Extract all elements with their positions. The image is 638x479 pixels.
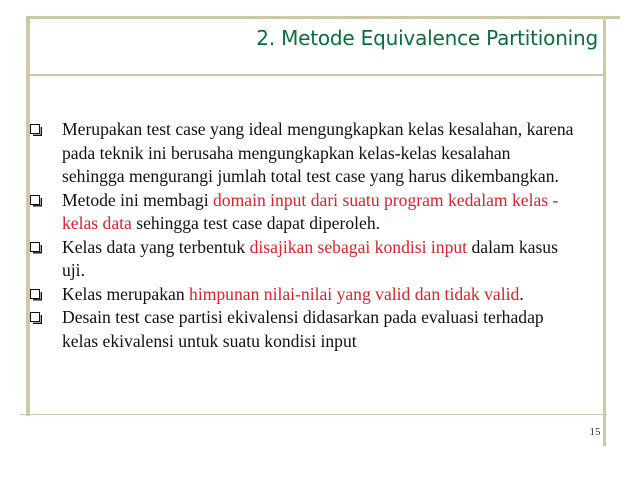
bullet-text: Desain test case partisi ekivalensi didasarkan pada evaluasi terhadap kelas ekivalensi untuk suatu kondisi input — [62, 307, 544, 351]
bullet-text-post: . — [519, 283, 524, 304]
bullet-item-5 — [30, 306, 575, 353]
title-underline-rule — [26, 74, 606, 76]
square-bullet-icon — [30, 195, 40, 205]
bullet-text-pre: Metode ini membagi — [62, 189, 213, 210]
bullet-text-highlight: domain input dari suatu program kedalam kelas - kelas data — [62, 189, 559, 233]
slide-title: 2. Metode Equivalence Partitioning — [256, 26, 598, 50]
bullet-item-3 — [30, 236, 575, 283]
square-bullet-icon — [30, 124, 40, 134]
bullet-text-post: dalam kasus uji. — [62, 236, 558, 280]
bullet-item-2 — [30, 189, 575, 236]
square-bullet-icon — [30, 289, 40, 299]
bullet-text-highlight: disajikan sebagai kondisi input — [249, 236, 468, 257]
square-bullet-icon — [30, 312, 40, 322]
footer-rule — [20, 414, 607, 415]
page-number: 15 — [589, 426, 601, 438]
bullet-item-4 — [30, 283, 575, 307]
bullet-text-highlight: himpunan nilai-nilai yang valid dan tidak valid — [189, 283, 520, 304]
bullet-text: Merupakan test case yang ideal mengungkapkan kelas kesalahan, karena pada teknik ini berusaha mengungkapkan kelas-kelas kesalahan sehingga mengurangi jumlah total test case yang harus dikembangkan. — [62, 119, 574, 186]
frame-right-rule — [603, 16, 606, 446]
bullet-list — [30, 118, 575, 353]
bullet-text-pre: Kelas data yang terbentuk — [62, 236, 250, 257]
frame-top-rule — [26, 16, 620, 19]
bullet-text-post: sehingga test case dapat diperoleh. — [131, 213, 381, 233]
square-bullet-icon — [30, 242, 40, 252]
bullet-item-1 — [30, 118, 575, 189]
bullet-text-pre: Kelas merupakan — [62, 283, 190, 304]
